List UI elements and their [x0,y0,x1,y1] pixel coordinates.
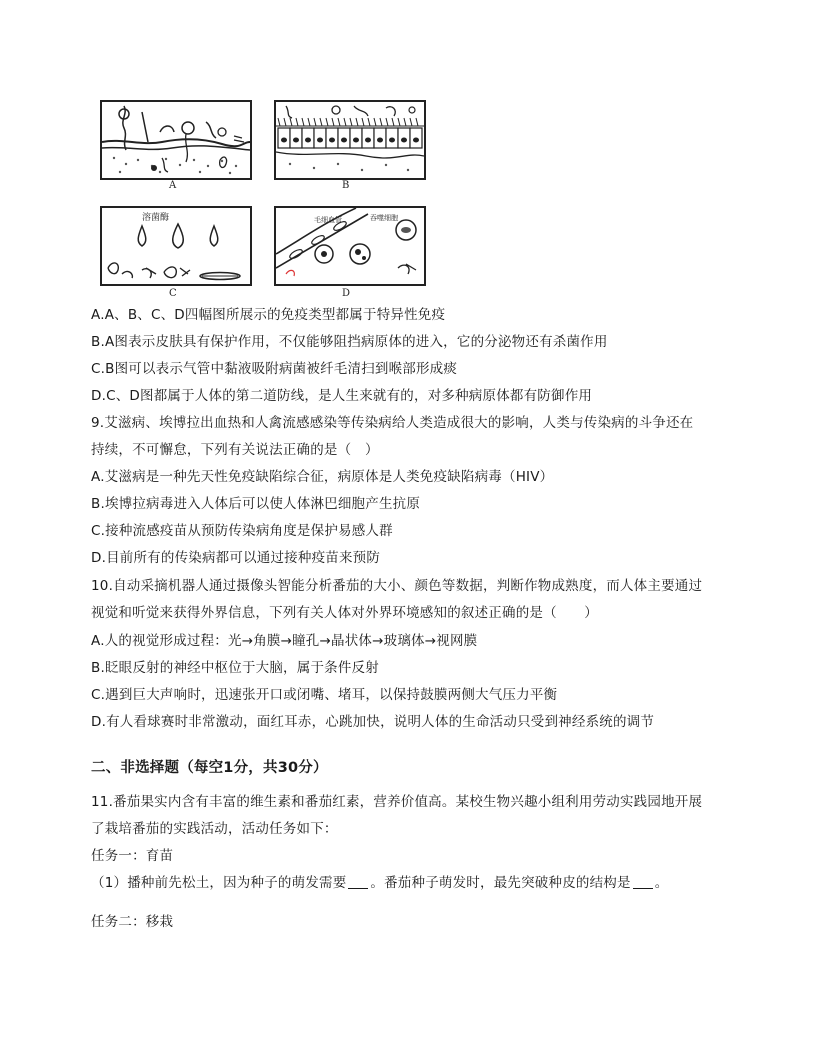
q10-stem-line1: 10.自动采摘机器人通过摄像头智能分析番茄的大小、颜色等数据，判断作物成熟度，而人体主要通过 [91,578,703,594]
q11-sub1-text2: 。番茄种子萌发时，最先突破种皮的结构是 [370,875,631,891]
panel-a-label: A [169,180,177,191]
q11-sub1 [91,873,668,893]
q9-option-c: C.接种流感疫苗从预防传染病角度是保护易感人群 [91,523,393,539]
q9-stem-line1: 9.艾滋病、埃博拉出血热和人禽流感感染等传染病给人类造成很大的影响，人类与传染病的斗争还在 [91,415,694,431]
q10-option-a: A.人的视觉形成过程：光→角膜→瞳孔→晶状体→玻璃体→视网膜 [91,633,478,649]
phagocyte-caption: 吞噬细胞 [370,214,398,222]
q11-stem-line2: 了栽培番茄的实践活动，活动任务如下： [91,821,338,837]
q8-option-c: C.B图可以表示气管中黏液吸附病菌被纤毛清扫到喉部形成痰 [91,361,458,377]
panel-b-airway [274,100,426,180]
panel-d-label: D [342,288,351,299]
q11-sub1-text1: （1）播种前先松土，因为种子的萌发需要 [91,875,347,891]
q11-task2: 任务二：移栽 [91,914,174,930]
panel-d-phagocyte [274,206,426,286]
panel-c-lysozyme [100,206,252,286]
q9-option-d: D.目前所有的传染病都可以通过接种疫苗来预防 [91,550,381,566]
capillary-caption: 毛细血管 [314,216,342,224]
q11-stem-line1: 11.番茄果实内含有丰富的维生素和番茄红素，营养价值高。某校生物兴趣小组利用劳动实践园地开展 [91,794,703,810]
q11-blank-1[interactable] [348,876,368,889]
lysozyme-caption: 溶菌酶 [142,213,170,223]
q9-stem-line2: 持续，不可懈怠，下列有关说法正确的是（ ） [91,442,379,458]
q8-option-b: B.A图表示皮肤具有保护作用，不仅能够阻挡病原体的进入，它的分泌物还有杀菌作用 [91,334,608,350]
q10-stem-line2: 视觉和听觉来获得外界信息，下列有关人体对外界环境感知的叙述正确的是（ ） [91,605,598,621]
q10-option-d: D.有人看球赛时非常激动，面红耳赤，心跳加快，说明人体的生命活动只受到神经系统的调节 [91,714,655,730]
q9-option-b: B.埃博拉病毒进入人体后可以使人体淋巴细胞产生抗原 [91,496,421,512]
section2-title: 二、非选择题（每空1分，共30分） [91,760,328,776]
immunity-figure [97,98,427,308]
panel-b-label: B [342,180,350,191]
q11-sub1-text3: 。 [654,875,669,891]
panel-a-skin [100,100,252,180]
q8-option-d: D.C、D图都属于人体的第二道防线，是人生来就有的，对多种病原体都有防御作用 [91,388,593,404]
panel-c-label: C [169,288,177,299]
q11-blank-2[interactable] [633,876,653,889]
q8-option-a: A.A、B、C、D四幅图所展示的免疫类型都属于特异性免疫 [91,307,446,323]
q10-option-c: C.遇到巨大声响时，迅速张开口或闭嘴、堵耳，以保持鼓膜两侧大气压力平衡 [91,687,558,703]
q10-option-b: B.眨眼反射的神经中枢位于大脑，属于条件反射 [91,660,379,676]
q11-task1: 任务一：育苗 [91,848,174,864]
q9-option-a: A.艾滋病是一种先天性免疫缺陷综合征，病原体是人类免疫缺陷病毒（HIV） [91,469,554,485]
